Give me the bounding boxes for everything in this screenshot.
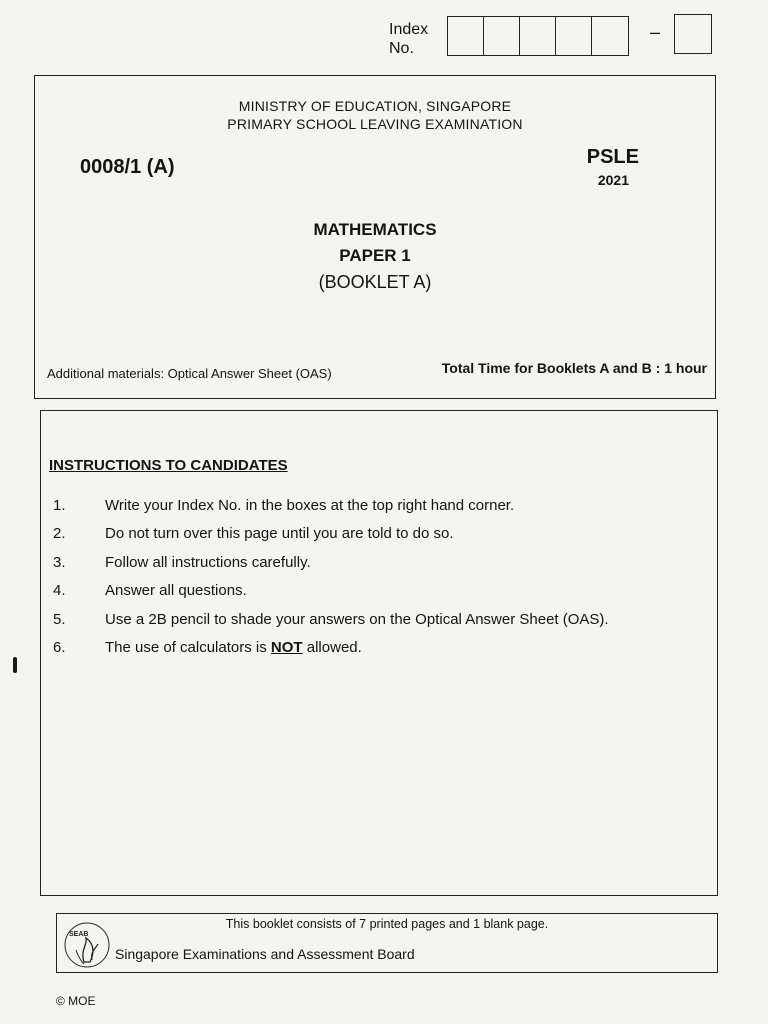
instruction-text: Answer all questions. — [105, 582, 247, 600]
instruction-number: 1. — [53, 496, 66, 514]
exam-title: PRIMARY SCHOOL LEAVING EXAMINATION — [227, 116, 523, 132]
instructions-list — [53, 491, 609, 662]
index-label — [389, 20, 428, 58]
index-check-box[interactable] — [674, 14, 712, 54]
index-dash: – — [650, 22, 661, 42]
instructions-title: INSTRUCTIONS TO CANDIDATES — [49, 457, 288, 474]
pages-note: This booklet consists of 7 printed pages and 1 blank page. — [225, 917, 549, 931]
instruction-emphasis: NOT — [270, 639, 303, 657]
instruction-text: Follow all instructions carefully. — [105, 553, 311, 571]
instructions-box — [40, 410, 718, 896]
instruction-number: 3. — [53, 553, 66, 571]
booklet-title: (BOOKLET A) — [318, 272, 432, 292]
index-label-line2: No. — [389, 40, 414, 57]
footer-box — [56, 913, 718, 973]
instruction-text: Use a 2B pencil to shade your answers on the Optical Answer Sheet (OAS). — [105, 610, 609, 628]
instruction-text-before: The use of calculators is — [105, 639, 271, 657]
copyright: © MOE — [56, 994, 96, 1008]
header-box — [34, 75, 716, 399]
instruction-item — [53, 605, 609, 634]
index-digit-box[interactable] — [484, 17, 520, 55]
index-digit-box[interactable] — [448, 17, 484, 55]
instruction-number: 2. — [53, 525, 66, 543]
instruction-text — [105, 639, 362, 656]
board-name: Singapore Examinations and Assessment Board — [115, 946, 415, 962]
instruction-item — [53, 491, 609, 520]
index-digit-box[interactable] — [592, 17, 628, 55]
index-number-boxes — [447, 16, 629, 56]
instruction-number: 4. — [53, 582, 66, 600]
index-digit-box[interactable] — [520, 17, 556, 55]
instruction-item — [53, 577, 609, 606]
instruction-item — [53, 548, 609, 577]
index-label-line1: Index — [389, 21, 429, 38]
seab-logo-text: SEAB — [69, 931, 89, 938]
total-time: Total Time for Booklets A and B : 1 hour — [441, 360, 707, 376]
index-digit-box[interactable] — [556, 17, 592, 55]
instruction-number: 5. — [53, 610, 66, 628]
instruction-item — [53, 520, 609, 549]
subject-title: MATHEMATICS — [313, 220, 437, 239]
instruction-text: Do not turn over this page until you are told to do so. — [105, 525, 454, 543]
paper-code: 0008/1 (A) — [80, 156, 175, 178]
instruction-text-after: allowed. — [302, 639, 362, 657]
paper-title: PAPER 1 — [339, 246, 411, 265]
psle-label: PSLE — [586, 146, 639, 168]
exam-year: 2021 — [597, 172, 629, 188]
additional-materials: Additional materials: Optical Answer Sheet (OAS) — [47, 366, 332, 381]
ministry-title: MINISTRY OF EDUCATION, SINGAPORE — [238, 98, 512, 114]
margin-mark — [13, 657, 17, 673]
instruction-text: Write your Index No. in the boxes at the top right hand corner. — [105, 496, 515, 514]
instruction-item — [53, 634, 609, 663]
instruction-number: 6. — [53, 639, 66, 657]
seab-logo-icon — [62, 920, 112, 970]
